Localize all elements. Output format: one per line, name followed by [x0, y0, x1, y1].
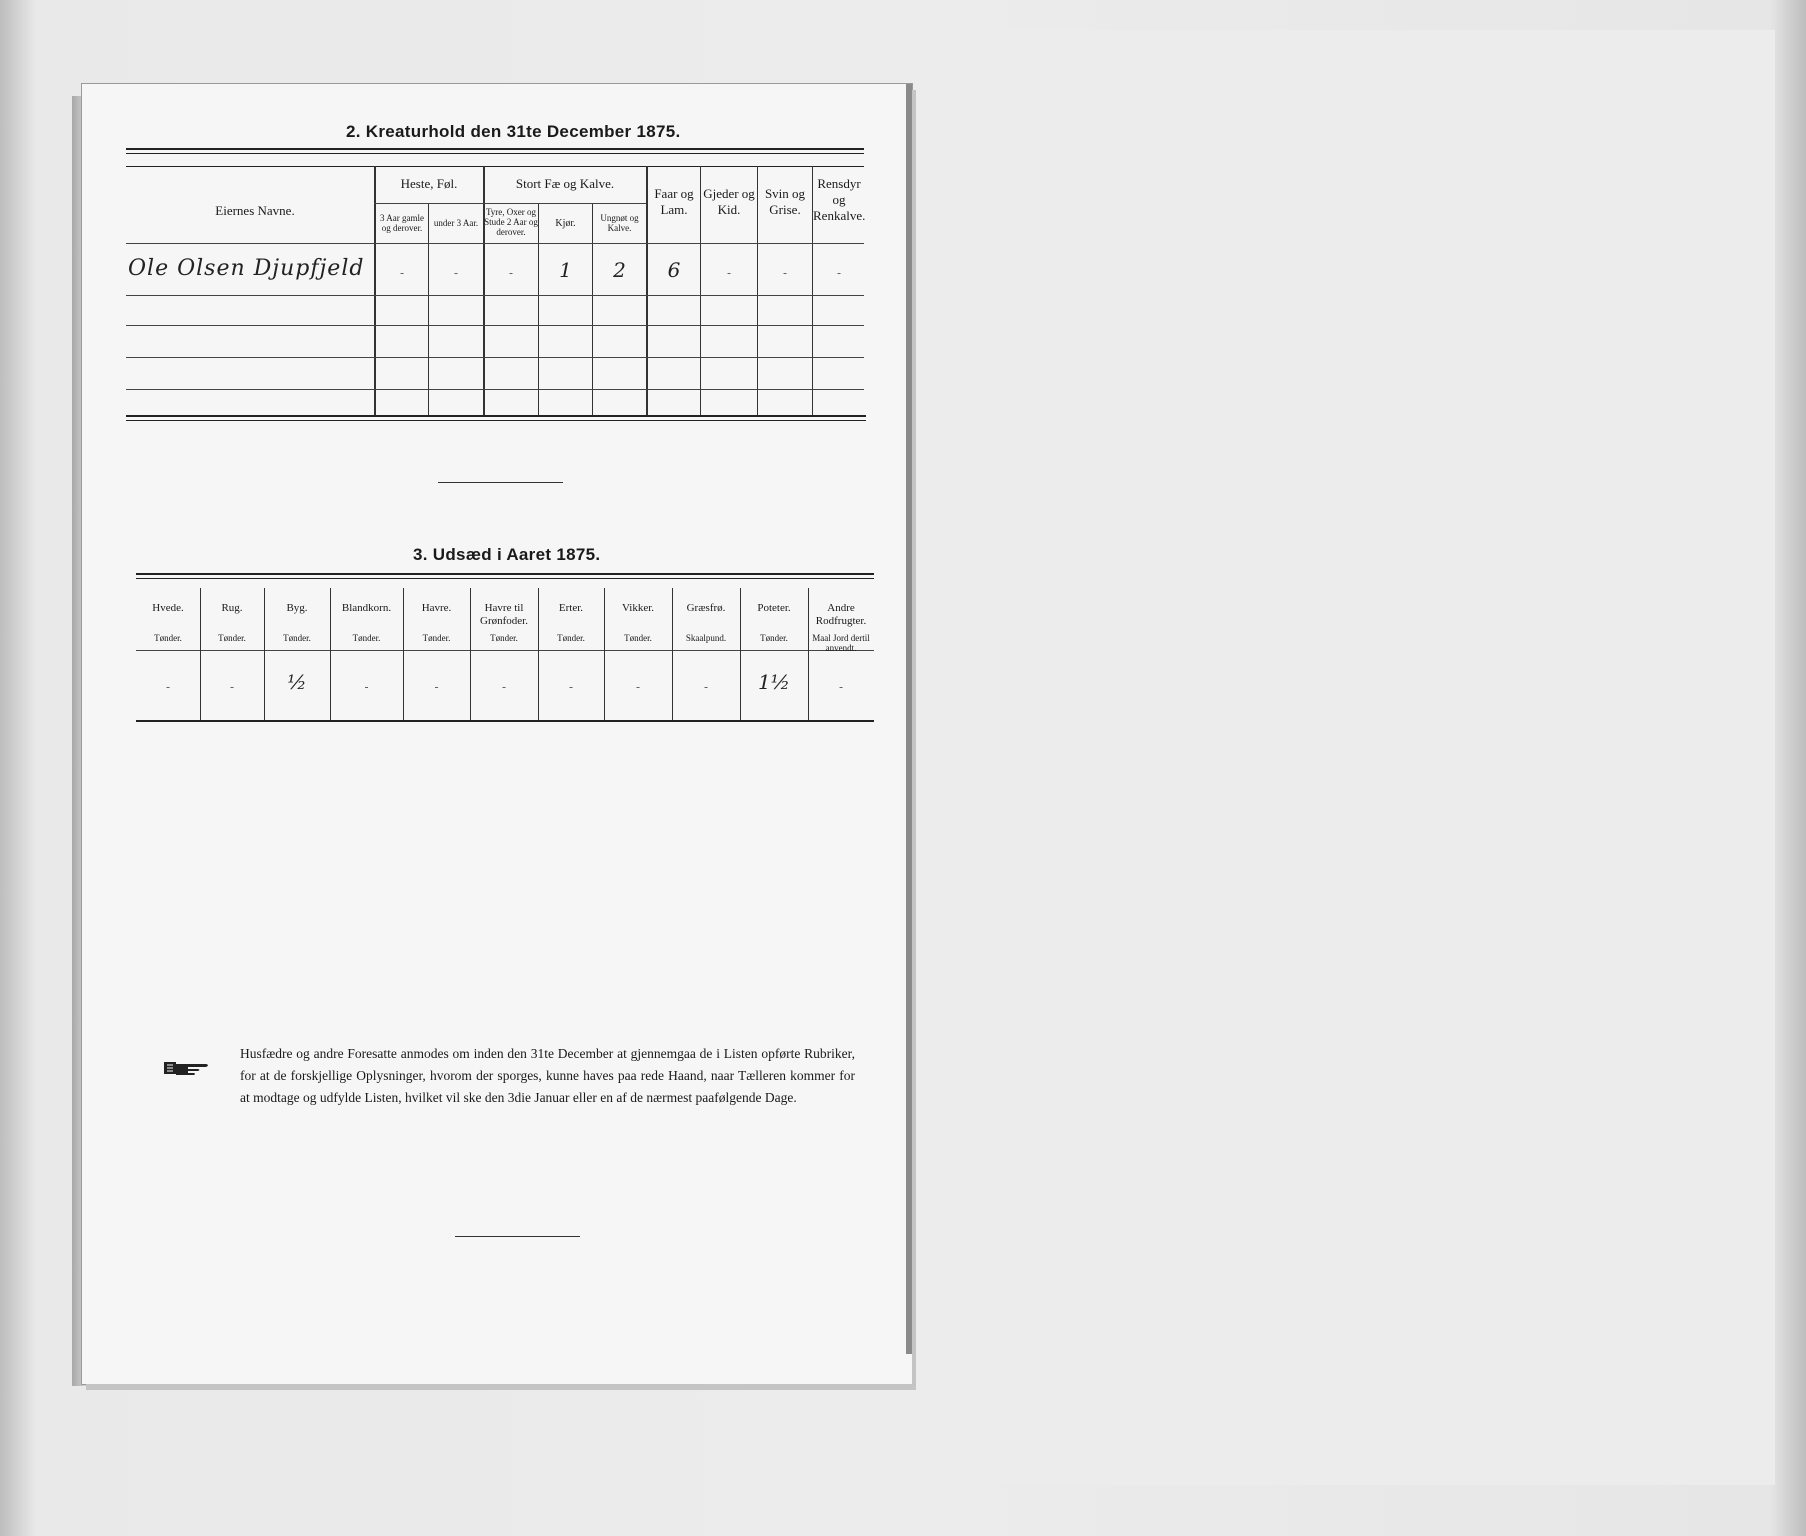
s2-subheader-rule	[374, 203, 646, 204]
s3-divider	[808, 588, 809, 720]
s3-value-cell: -	[568, 680, 574, 694]
s2-row-rule	[126, 389, 864, 390]
cell-pigs: -	[782, 266, 788, 280]
s3-header-crop: Vikker.	[621, 602, 655, 614]
s3-value-cell: -	[703, 680, 709, 694]
s2-header-bottom-rule	[126, 243, 864, 244]
facing-blank-page	[905, 30, 1775, 1485]
s3-value-cell: -	[838, 680, 844, 694]
s3-header-crop: Havre.	[421, 602, 452, 614]
s3-divider	[740, 588, 741, 720]
s3-divider	[538, 588, 539, 720]
s3-value-cell: ½	[287, 670, 307, 694]
s3-header-unit: Tønder.	[624, 633, 652, 643]
s3-divider	[200, 588, 201, 720]
header-horses-3-older: 3 Aar gamle og derover.	[380, 213, 424, 233]
section-3-header-rule	[136, 650, 874, 651]
cell-horses-3-older: -	[399, 266, 405, 280]
s2-divider	[428, 203, 429, 416]
header-pigs: Svin og Grise.	[764, 186, 806, 217]
section-2-bottom-rule	[126, 415, 866, 417]
s3-header-crop: Havre til Grønfoder.	[480, 602, 528, 627]
section-2-title: 2. Kreaturhold den 31te December 1875.	[346, 122, 681, 141]
header-owner: Eiernes Navne.	[215, 203, 295, 218]
header-horses-under-3: under 3 Aar.	[433, 218, 479, 228]
separator-rule	[438, 482, 563, 483]
s3-header-crop: Hvede.	[152, 602, 184, 614]
s3-header-unit: Tønder.	[422, 633, 451, 643]
section-2-bottom-rule-thin	[126, 420, 866, 421]
s3-header-unit: Tønder.	[283, 633, 311, 643]
s3-divider	[330, 588, 331, 720]
cell-reindeer: -	[836, 266, 842, 280]
cell-cattle-cows: 1	[559, 258, 572, 282]
header-cattle-bulls: Tyre, Oxer og Stude 2 Aar og derover.	[484, 207, 538, 237]
header-goats: Gjeder og Kid.	[703, 186, 755, 217]
s3-divider	[403, 588, 404, 720]
header-cattle-cows: Kjør.	[555, 218, 576, 229]
s3-value-cell: -	[501, 680, 507, 694]
s3-header-crop: Byg.	[286, 602, 308, 614]
s3-header-unit: Tønder.	[352, 633, 381, 643]
cell-goats: -	[726, 266, 732, 280]
s3-value-cell: -	[229, 680, 235, 694]
header-reindeer: Rensdyr og Renkalve.	[813, 176, 866, 223]
header-horses: Heste, Føl.	[400, 176, 458, 191]
separator-rule	[455, 1236, 580, 1237]
s3-value-cell: -	[635, 680, 641, 694]
s2-row-rule	[126, 325, 864, 326]
s3-header-crop: Blandkorn.	[341, 602, 392, 614]
s3-header-unit: Maal Jord dertil anvendt.	[812, 633, 870, 653]
cell-cattle-young: 2	[613, 258, 626, 282]
s3-divider	[470, 588, 471, 720]
page-edge	[906, 84, 912, 1354]
s3-header-unit: Tønder.	[218, 633, 246, 643]
s3-divider	[604, 588, 605, 720]
notice-text: Husfædre og andre Foresatte anmodes om inden den 31te December at gjennemgaa de i Listen opførte Rubriker, for at de forskjellige Oplysninger, hvorom der sporges, kunne haves paa rede Haand, naar Tælleren kommer for at modtage og udfylde Listen, hvilket vil ske den 3die Januar eller en af de nærmest paafølgende Dage.	[240, 1046, 855, 1105]
s3-divider	[264, 588, 265, 720]
s3-header-crop: Græsfrø.	[686, 602, 726, 614]
s3-header-crop: Poteter.	[757, 602, 791, 614]
owner-name: Ole Olsen Djupfjeld	[128, 256, 365, 281]
s3-header-unit: Tønder.	[557, 633, 585, 643]
s3-value-cell: 1½	[757, 670, 791, 694]
s3-value-cell: -	[434, 680, 439, 694]
pointing-hand-icon	[162, 1058, 212, 1083]
s2-divider	[592, 203, 593, 416]
section-3-top-rule-thin	[136, 578, 874, 579]
s3-header-unit: Tønder.	[154, 633, 182, 643]
section-3-bottom-rule	[136, 720, 874, 722]
cell-horses-under-3: -	[453, 266, 459, 280]
s3-header-crop: Erter.	[558, 602, 584, 614]
section-3-title: 3. Udsæd i Aaret 1875.	[413, 545, 601, 564]
s2-divider	[538, 203, 539, 416]
s3-header-crop: Rug.	[221, 602, 243, 614]
header-sheep: Faar og Lam.	[654, 186, 694, 217]
s3-value-cell: -	[165, 680, 171, 694]
header-cattle: Stort Fæ og Kalve.	[515, 176, 615, 191]
s3-header-unit: Tønder.	[760, 633, 788, 643]
s3-header-crop: Andre Rodfrugter.	[815, 602, 867, 627]
cell-sheep: 6	[667, 258, 681, 282]
section-3-top-rule	[136, 573, 874, 575]
s2-row-rule	[126, 357, 864, 358]
section-2-header-rule	[126, 166, 864, 167]
s2-row-rule	[126, 295, 864, 296]
cell-cattle-bulls: -	[508, 266, 514, 280]
s3-header-unit: Skaalpund.	[685, 633, 727, 643]
s3-divider	[672, 588, 673, 720]
section-2-top-rule-thin	[126, 153, 864, 154]
header-cattle-young: Ungnøt og Kalve.	[600, 213, 639, 233]
section-2-top-rule	[126, 148, 864, 150]
s3-header-unit: Tønder.	[490, 633, 518, 643]
s3-value-cell: -	[364, 680, 369, 694]
